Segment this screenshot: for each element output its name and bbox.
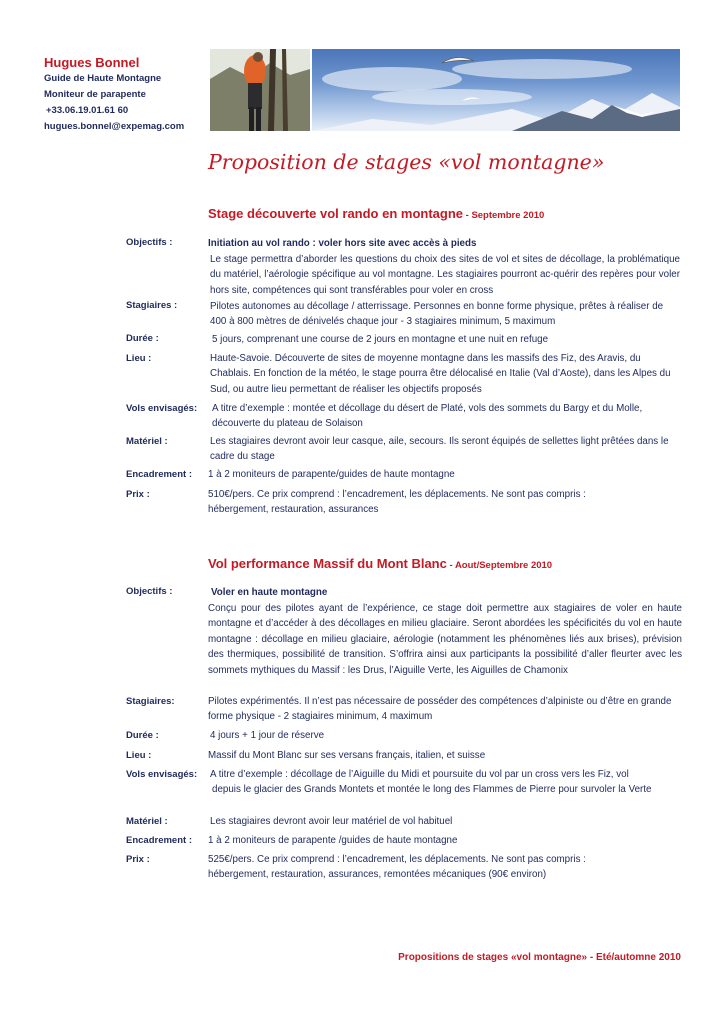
stage2-materiel-label: Matériel : bbox=[126, 816, 168, 827]
contact-name: Hugues Bonnel bbox=[44, 55, 140, 70]
stage2-materiel-text: Les stagiaires devront avoir leur matériel de vol habituel bbox=[210, 816, 453, 827]
contact-role-moniteur: Moniteur de parapente bbox=[44, 89, 146, 100]
stage2-encadrement-text: 1 à 2 moniteurs de parapente /guides de haute montagne bbox=[208, 835, 458, 846]
stage2-encadrement-label: Encadrement : bbox=[126, 835, 192, 846]
stage2-lieu-text: Massif du Mont Blanc sur ses versans français, italien, et suisse bbox=[208, 750, 486, 761]
stage1-materiel-label: Matériel : bbox=[126, 436, 168, 447]
stage2-prix-label: Prix : bbox=[126, 854, 150, 865]
stage1-title bbox=[208, 206, 544, 221]
stage2-duree-text: 4 jours + 1 jour de réserve bbox=[210, 730, 325, 741]
stage1-duree-label: Durée : bbox=[126, 333, 159, 344]
stage1-encadrement-label: Encadrement : bbox=[126, 469, 192, 480]
stage1-stagiaires-text: Pilotes autonomes au décollage / atterrissage. Personnes en bonne forme physique, prêtes à réaliser de 400 à 800 mètres de dénivelés chaque jour - 3 stagiaires minimum, 5 maximum bbox=[210, 301, 664, 328]
stage2-title bbox=[208, 556, 552, 571]
hiker-photo bbox=[210, 49, 310, 131]
stage1-prix-label: Prix : bbox=[126, 489, 150, 500]
page-footer: Propositions de stages «vol montagne» - Eté/automne 2010 bbox=[398, 952, 681, 963]
stage2-objectifs-text: Conçu pour des pilotes ayant de l’expérience, ce stage doit permettre aux stagiaires de voler en haute montagne et d’accéder à des décollages en milieu glaciaire. Seront abordées les spécificités du vol en haute montagne : décollage en milieu glaciaire, aérologie (notamment les phénomènes liés aux brises), prévision des thermiques, possibilité de transition. S’offrira ainsi aux participants la possibilité d’aller fleurter avec les sommets mythiques du Massif : les Drus, l’Aiguille Verte, les Aiguilles de Chamonix bbox=[208, 603, 682, 676]
stage1-vols-label: Vols envisagés: bbox=[126, 403, 198, 414]
stage2-stagiaires-label: Stagiaires: bbox=[126, 696, 175, 707]
stage1-vols-text: A titre d’exemple : montée et décollage du désert de Platé, vols des sommets du Bargy et du Molle, découverte du plateau de Solaison bbox=[212, 403, 643, 430]
stage2-vols-text-line2: depuis le glacier des Grands Montets et montée le long des Flammes de Pierre pour survoler la Verte bbox=[212, 784, 652, 795]
stage1-objectifs-text: Le stage permettra d’aborder les questions du choix des sites de vol et sites de décollage, la problématique du matériel, l’aérologie spécifique au vol montagne. Les stagiaires pourront ac-quérir des repères pour voler hors site, compétences qui sont transférables pour voler en cross bbox=[210, 254, 680, 296]
stage2-stagiaires-text: Pilotes expérimentés. Il n’est pas nécessaire de posséder des compétences d’alpiniste ou d’être en grande forme physique - 2 stagiaires minimum, 4 maximum bbox=[208, 696, 672, 723]
stage1-date: - Septembre 2010 bbox=[463, 210, 545, 221]
stage1-lieu-label: Lieu : bbox=[126, 353, 152, 364]
stage2-vols-text-line1: A titre d’exemple : décollage de l’Aiguille du Midi et poursuite du vol par un cross vers les Fiz, vol bbox=[210, 769, 629, 780]
stage1-stagiaires-label: Stagiaires : bbox=[126, 300, 178, 311]
contact-phone: +33.06.19.01.61 60 bbox=[46, 105, 129, 116]
stage2-objectifs-label: Objectifs : bbox=[126, 586, 173, 597]
stage1-objectifs-head: Initiation au vol rando : voler hors site avec accès à pieds bbox=[208, 238, 477, 249]
stage2-lieu-label: Lieu : bbox=[126, 750, 152, 761]
stage2-objectifs-head: Voler en haute montagne bbox=[211, 587, 328, 598]
stage2-date: - Aout/Septembre 2010 bbox=[446, 560, 553, 571]
stage1-encadrement-text: 1 à 2 moniteurs de parapente/guides de haute montagne bbox=[208, 469, 455, 480]
stage1-prix-text: 510€/pers. Ce prix comprend : l’encadrement, les déplacements. Ne sont pas compris : hébergement, restauration, assurances bbox=[208, 489, 586, 516]
stage2-title-text: Vol performance Massif du Mont Blanc bbox=[208, 556, 447, 571]
stage1-lieu-text: Haute-Savoie. Découverte de sites de moyenne montagne dans les massifs des Fiz, des Aravis, du Chablais. En fonction de la météo, le stage pourra être délocalisé en Italie (Val d’Aoste), dans les Alpes du Sud, ou autre lieu permettant de réaliser les objectifs proposés bbox=[210, 353, 671, 395]
page-title: Proposition de stages «vol montagne» bbox=[208, 150, 605, 174]
stage1-objectifs-label: Objectifs : bbox=[126, 237, 173, 248]
paraglider-mountain-photo bbox=[312, 49, 680, 131]
stage2-duree-label: Durée : bbox=[126, 730, 159, 741]
stage1-duree-text: 5 jours, comprenant une course de 2 jours en montagne et une nuit en refuge bbox=[212, 334, 549, 345]
stage2-vols-label: Vols envisagés: bbox=[126, 769, 198, 780]
contact-role-guide: Guide de Haute Montagne bbox=[44, 73, 162, 84]
stage2-prix-text: 525€/pers. Ce prix comprend : l’encadrement, les déplacements. Ne sont pas compris : hébergement, restauration, assurances, remontées mécaniques (90€ environ) bbox=[208, 854, 586, 881]
stage1-materiel-text: Les stagiaires devront avoir leur casque, aile, secours. Ils seront équipés de sellettes light prêtées dans le cadre du stage bbox=[210, 436, 669, 463]
contact-email: hugues.bonnel@expemag.com bbox=[44, 121, 185, 132]
stage1-title-text: Stage découverte vol rando en montagne bbox=[208, 206, 463, 221]
